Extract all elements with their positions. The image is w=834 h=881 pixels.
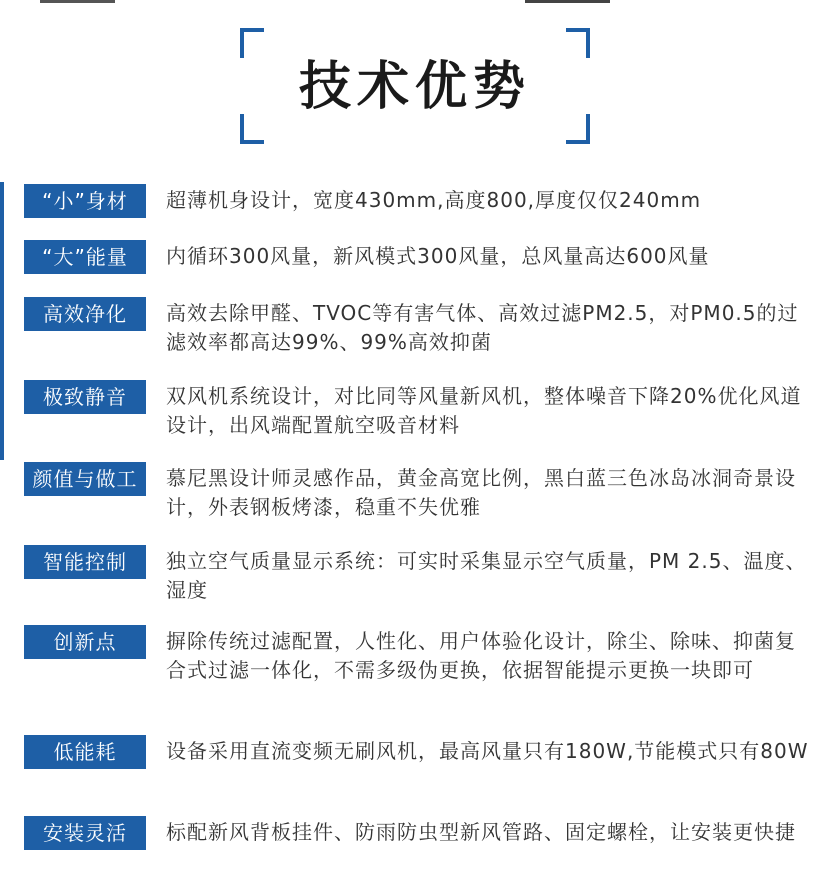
feature-description: 内循环300风量，新风模式300风量，总风量高达600风量 [166,244,710,268]
feature-description: 慕尼黑设计师灵感作品，黄金高宽比例，黑白蓝三色冰岛冰洞奇景设计，外表钢板烤漆，稳重不失优雅 [166,466,796,519]
feature-badge: 高效净化 [24,297,146,331]
cropped-graphic-right [525,0,610,3]
title-frame [240,28,590,144]
feature-description: 摒除传统过滤配置，人性化、用户体验化设计，除尘、除味、抑菌复合式过滤一体化，不需多级伪更换，依据智能提示更换一块即可 [166,629,796,682]
feature-badge: 颜值与做工 [24,462,146,496]
feature-description: 高效去除甲醛、TVOC等有害气体、高效过滤PM2.5，对PM0.5的过滤效率都高达99%、99%高效抑菌 [166,301,799,354]
feature-badge: “小”身材 [24,184,146,218]
feature-description: 双风机系统设计，对比同等风量新风机，整体噪音下降20%优化风道设计，出风端配置航空吸音材料 [166,384,802,437]
feature-badge: 创新点 [24,625,146,659]
feature-description: 超薄机身设计，宽度430mm,高度800,厚度仅仅240mm [166,188,702,212]
corner-bracket-bottom-left [240,114,264,144]
feature-badge: 极致静音 [24,380,146,414]
corner-bracket-top-left [240,28,264,58]
feature-badge: 低能耗 [24,735,146,769]
feature-badge: 安装灵活 [24,816,146,850]
page-title: 技术优势 [298,57,531,117]
top-edge [0,0,834,3]
feature-description: 设备采用直流变频无刷风机，最高风量只有180W,节能模式只有80W [166,739,809,763]
corner-bracket-top-right [566,28,590,58]
feature-description: 标配新风背板挂件、防雨防虫型新风管路、固定螺栓，让安装更快捷 [166,820,796,844]
corner-bracket-bottom-right [566,114,590,144]
feature-badge: “大”能量 [24,240,146,274]
left-accent-rule [0,182,4,460]
feature-badge: 智能控制 [24,545,146,579]
cropped-graphic-left [40,0,115,3]
feature-description: 独立空气质量显示系统：可实时采集显示空气质量，PM 2.5、温度、湿度 [166,549,807,602]
